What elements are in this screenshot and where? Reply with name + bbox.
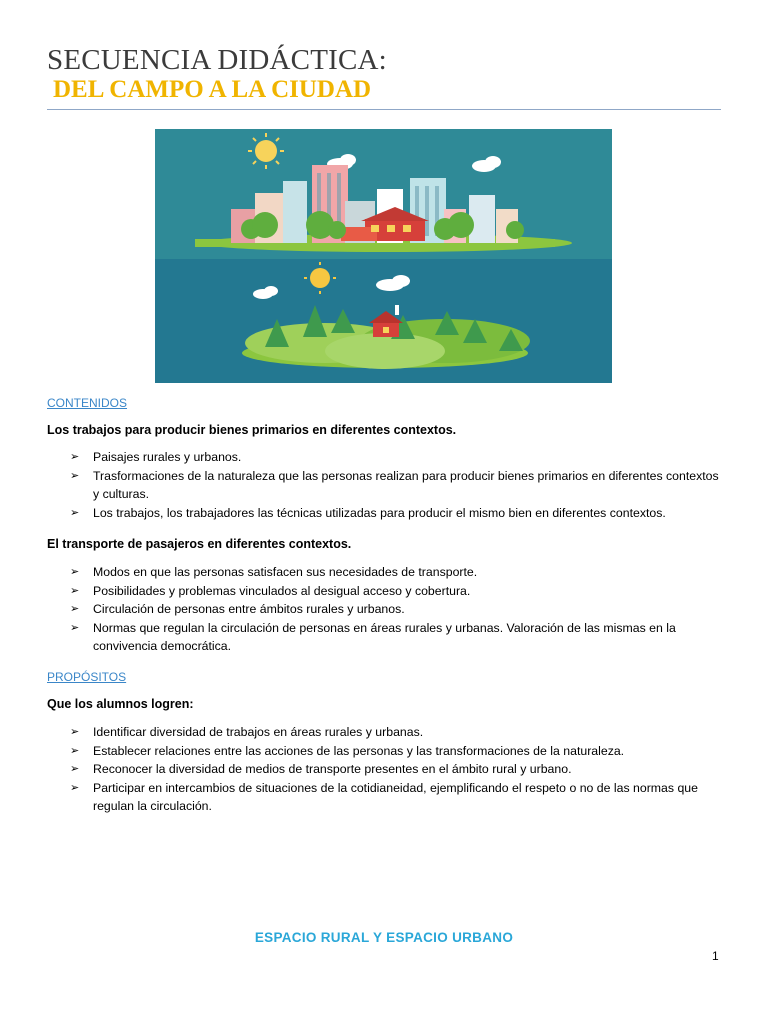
propositos-intro: Que los alumnos logren: [47,697,194,711]
list-item: ➢ Establecer relaciones entre las acciones de las personas y las transformaciones de la naturaleza. [70,742,720,761]
list-item: ➢ Reconocer la diversidad de medios de transporte presentes en el ámbito rural y urbano. [70,760,720,779]
arrow-bullet-icon: ➢ [70,566,80,578]
contenidos-block2-title: El transporte de pasajeros en diferentes contextos. [47,537,352,551]
list-item: ➢ Identificar diversidad de trabajos en áreas rurales y urbanas. [70,723,720,742]
arrow-bullet-icon: ➢ [70,603,80,615]
list-item: ➢ Participar en intercambios de situaciones de la cotidianeidad, ejemplificando el respeto o no de las normas que regulan la circulación. [70,780,698,813]
arrow-bullet-icon: ➢ [70,726,80,738]
list-item: ➢ Normas que regulan la circulación de personas en áreas rurales y urbanas. Valoración de las mismas en la convivencia democrática. [70,620,676,653]
contenidos-block2-list [70,563,720,656]
title-divider [47,109,721,110]
propositos-heading: PROPÓSITOS [47,670,127,684]
propositos-list [70,723,720,816]
page-number: 1 [712,949,719,963]
document-title-line2: DEL CAMPO A LA CIUDAD [53,76,372,103]
arrow-bullet-icon: ➢ [70,469,80,482]
contenidos-block1-title: Los trabajos para producir bienes primarios en diferentes contextos. [47,423,457,437]
list-item: ➢ Paisajes rurales y urbanos. [70,448,720,467]
arrow-bullet-icon: ➢ [70,451,80,463]
list-item: ➢ Posibilidades y problemas vinculados al desigual acceso y cobertura. [70,582,720,601]
arrow-bullet-icon: ➢ [70,621,80,634]
list-item: ➢ Modos en que las personas satisfacen sus necesidades de transporte. [70,563,720,582]
contenidos-heading: CONTENIDOS [47,396,128,410]
list-item: ➢ Los trabajos, los trabajadores las técnicas utilizadas para producir el mismo bien en diferentes contextos. [70,504,720,523]
arrow-bullet-icon: ➢ [70,763,80,775]
arrow-bullet-icon: ➢ [70,584,80,597]
city-countryside-illustration [155,129,612,383]
list-item: ➢ Circulación de personas entre ámbitos rurales y urbanos. [70,600,720,619]
arrow-bullet-icon: ➢ [70,506,80,519]
arrow-bullet-icon: ➢ [70,781,80,794]
list-item: ➢ Trasformaciones de la naturaleza que las personas realizan para producir bienes primarios en diferentes contextos y culturas. [70,468,719,501]
page-footer-title: ESPACIO RURAL Y ESPACIO URBANO [254,930,514,945]
arrow-bullet-icon: ➢ [70,744,80,757]
contenidos-block1-list [70,448,720,522]
document-title-line1: SECUENCIA DIDÁCTICA: [47,44,387,76]
